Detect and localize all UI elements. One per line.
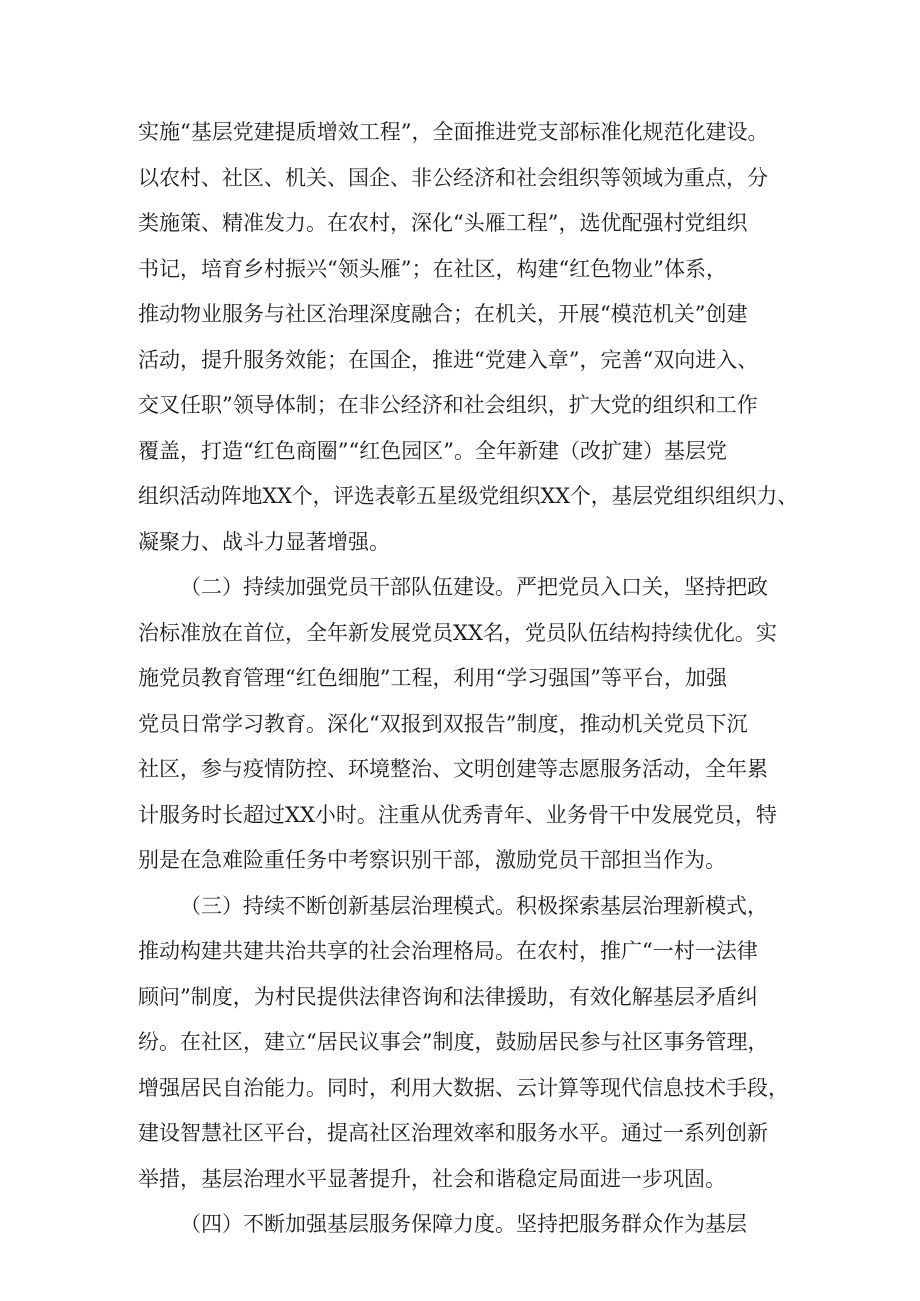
text-line: 类施策、精准发力。在农村，深化“头雁工程”，选优配强村党组织 <box>138 211 748 235</box>
text-line: 凝聚力、战斗力显著增强。 <box>138 529 390 554</box>
text-line: 以农村、社区、机关、国企、非公经济和社会组织等领域为重点，分 <box>138 165 768 190</box>
text-line: 推动物业服务与社区治理深度融合；在机关，开展“模范机关”创建 <box>138 302 748 326</box>
text-line: 增强居民自治能力。同时，利用大数据、云计算等现代信息技术手段， <box>138 1075 789 1100</box>
text-line: 举措，基层治理水平显著提升，社会和谐稳定局面进一步巩固。 <box>138 1166 726 1191</box>
text-line: 书记，培育乡村振兴“领头雁”；在社区，构建“红色物业”体系， <box>138 256 727 281</box>
paragraph-first-line: （四）不断加强基层服务保障力度。坚持把服务群众作为基层 <box>180 1212 747 1236</box>
text-line: 纷。在社区，建立“居民议事会”制度，鼓励居民参与社区事务管理， <box>138 1030 769 1054</box>
paragraph-first-line: （三）持续不断创新基层治理模式。积极探索基层治理新模式， <box>180 893 768 918</box>
text-line: 社区，参与疫情防控、环境整治、文明创建等志愿服务活动，全年累 <box>138 757 768 781</box>
paragraph-first-line: （二）持续加强党员干部队伍建设。严把党员入口关，坚持把政 <box>180 575 768 599</box>
text-line: 实施“基层党建提质增效工程”，全面推进党支部标准化规范化建设。 <box>138 120 769 144</box>
text-line: 活动，提升服务效能；在国企，推进“党建入章”，完善“双向进入、 <box>138 347 759 372</box>
text-line: 施党员教育管理“红色细胞”工程，利用“学习强国”等平台，加强 <box>138 666 727 690</box>
text-line: 顾问”制度，为村民提供法律咨询和法律援助，有效化解基层矛盾纠 <box>138 984 758 1009</box>
text-line: 治标准放在首位，全年新发展党员XX名，党员队伍结构持续优化。实 <box>138 620 777 645</box>
text-line: 推动构建共建共治共享的社会治理格局。在农村，推广“一村一法律 <box>138 939 758 963</box>
body-text <box>138 110 798 1248</box>
text-line: 组织活动阵地XX个，评选表彰五星级党组织XX个，基层党组织组织力、 <box>138 484 798 508</box>
text-line: 建设智慧社区平台，提高社区治理效率和服务水平。通过一系列创新 <box>138 1121 768 1145</box>
text-line: 别是在急难险重任务中考察识别干部，激励党员干部担当作为。 <box>138 848 726 872</box>
text-line: 计服务时长超过XX小时。注重从优秀青年、业务骨干中发展党员，特 <box>138 802 777 827</box>
text-line: 交叉任职”领导体制；在非公经济和社会组织，扩大党的组织和工作 <box>138 393 758 417</box>
text-line: 覆盖，打造“红色商圈”“红色园区”。全年新建（改扩建）基层党 <box>138 438 727 463</box>
text-line: 党员日常学习教育。深化“双报到双报告”制度，推动机关党员下沉 <box>138 711 748 736</box>
